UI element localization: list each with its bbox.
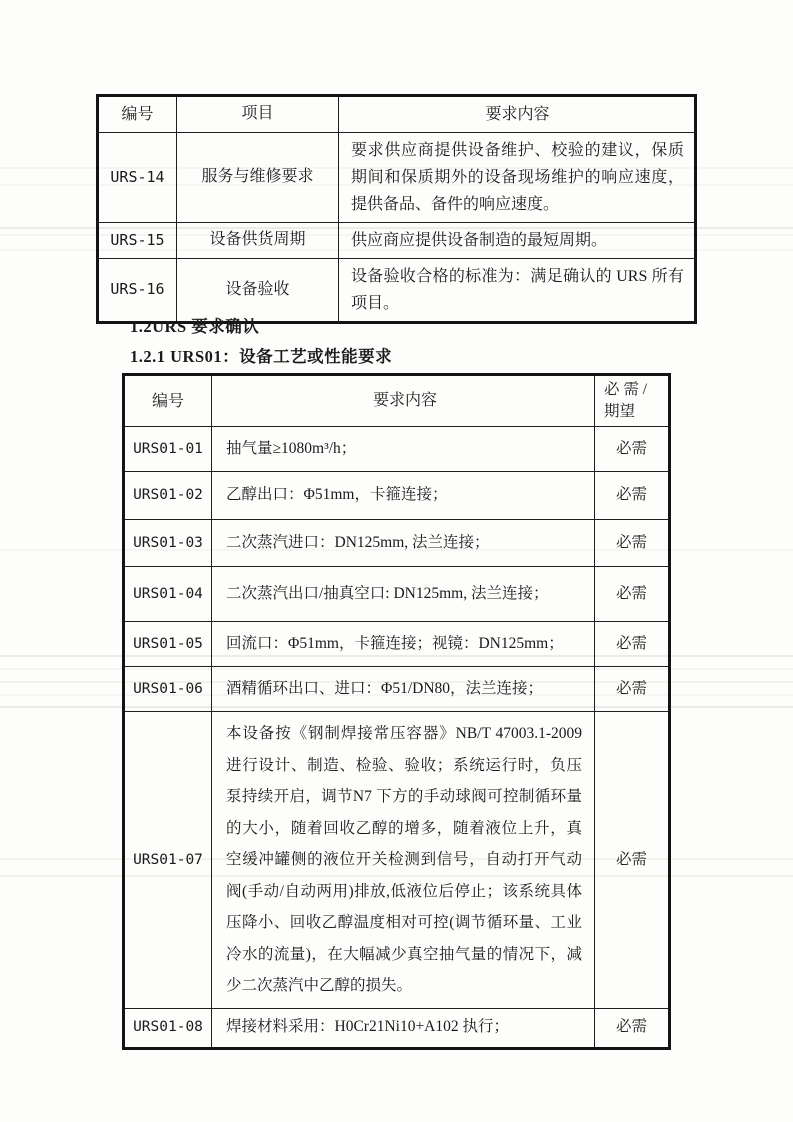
column-header-id: 编号	[98, 96, 177, 133]
section-heading: 1.2URS 要求确认	[130, 317, 260, 336]
cell-id: URS-15	[98, 223, 177, 259]
cell-id: URS01-08	[124, 1008, 212, 1048]
cell-id: URS01-03	[124, 520, 212, 567]
cell-need: 必需	[595, 667, 670, 712]
table-row	[124, 567, 670, 622]
cell-item: 服务与维修要求	[177, 133, 339, 223]
cell-id: URS01-01	[124, 427, 212, 472]
cell-content: 乙醇出口：Φ51mm，卡箍连接；	[212, 472, 595, 520]
cell-need: 必需	[595, 712, 670, 1009]
urs01-requirements-table	[122, 373, 671, 1050]
cell-id: URS01-05	[124, 622, 212, 667]
cell-need: 必需	[595, 520, 670, 567]
cell-need: 必需	[595, 427, 670, 472]
cell-id: URS-14	[98, 133, 177, 223]
cell-need: 必需	[595, 567, 670, 622]
cell-content: 供应商应提供设备制造的最短周期。	[339, 223, 696, 259]
table-row	[124, 520, 670, 567]
cell-item: 设备验收	[177, 259, 339, 323]
table-header-row	[98, 96, 696, 133]
urs-general-requirements-table	[96, 94, 697, 324]
table-header-row	[124, 375, 670, 427]
table-row	[98, 223, 696, 259]
cell-need: 必需	[595, 472, 670, 520]
table-row	[124, 667, 670, 712]
table-row	[124, 427, 670, 472]
table-row	[124, 712, 670, 1009]
table-row	[124, 1008, 670, 1048]
cell-id: URS01-04	[124, 567, 212, 622]
cell-content: 要求供应商提供设备维护、校验的建议，保质期间和保质期外的设备现场维护的响应速度，提供备品、备件的响应速度。	[339, 133, 696, 223]
cell-content: 抽气量≥1080m³/h；	[212, 427, 595, 472]
need-header-line1: 必 需 /	[604, 381, 648, 398]
need-header-line2: 期望	[604, 403, 636, 420]
table-row	[124, 472, 670, 520]
subsection-heading: 1.2.1 URS01：设备工艺或性能要求	[130, 347, 393, 366]
cell-content: 设备验收合格的标准为：满足确认的 URS 所有项目。	[339, 259, 696, 323]
table-row	[124, 622, 670, 667]
cell-item: 设备供货周期	[177, 223, 339, 259]
cell-content: 二次蒸汽出口/抽真空口: DN125mm, 法兰连接；	[212, 567, 595, 622]
column-header-item: 项目	[177, 96, 339, 133]
cell-content: 二次蒸汽进口：DN125mm, 法兰连接；	[212, 520, 595, 567]
cell-id: URS01-07	[124, 712, 212, 1009]
cell-id: URS01-06	[124, 667, 212, 712]
column-header-id: 编号	[124, 375, 212, 427]
cell-content: 回流口：Φ51mm，卡箍连接；视镜：DN125mm；	[212, 622, 595, 667]
cell-need: 必需	[595, 622, 670, 667]
column-header-need	[595, 375, 670, 427]
cell-content: 焊接材料采用：H0Cr21Ni10+A102 执行；	[212, 1008, 595, 1048]
cell-content: 本设备按《钢制焊接常压容器》NB/T 47003.1-2009 进行设计、制造、检验、验收；系统运行时，负压泵持续开启，调节N7 下方的手动球阀可控制循环量的大小，随着回收乙醇的增多，随着液位上升，真空缓冲罐侧的液位开关检测到信号，自动打开气动阀(手动/自动两用)排放,低液位后停止；该系统具体压降小、回收乙醇温度相对可控(调节循环量、工业冷水的流量)，在大幅减少真空抽气量的情况下，减少二次蒸汽中乙醇的损失。	[212, 712, 595, 1009]
cell-id: URS-16	[98, 259, 177, 323]
table-row	[98, 133, 696, 223]
cell-content: 酒精循环出口、进口：Φ51/DN80，法兰连接；	[212, 667, 595, 712]
column-header-content: 要求内容	[212, 375, 595, 427]
cell-id: URS01-02	[124, 472, 212, 520]
column-header-content: 要求内容	[339, 96, 696, 133]
cell-need: 必需	[595, 1008, 670, 1048]
